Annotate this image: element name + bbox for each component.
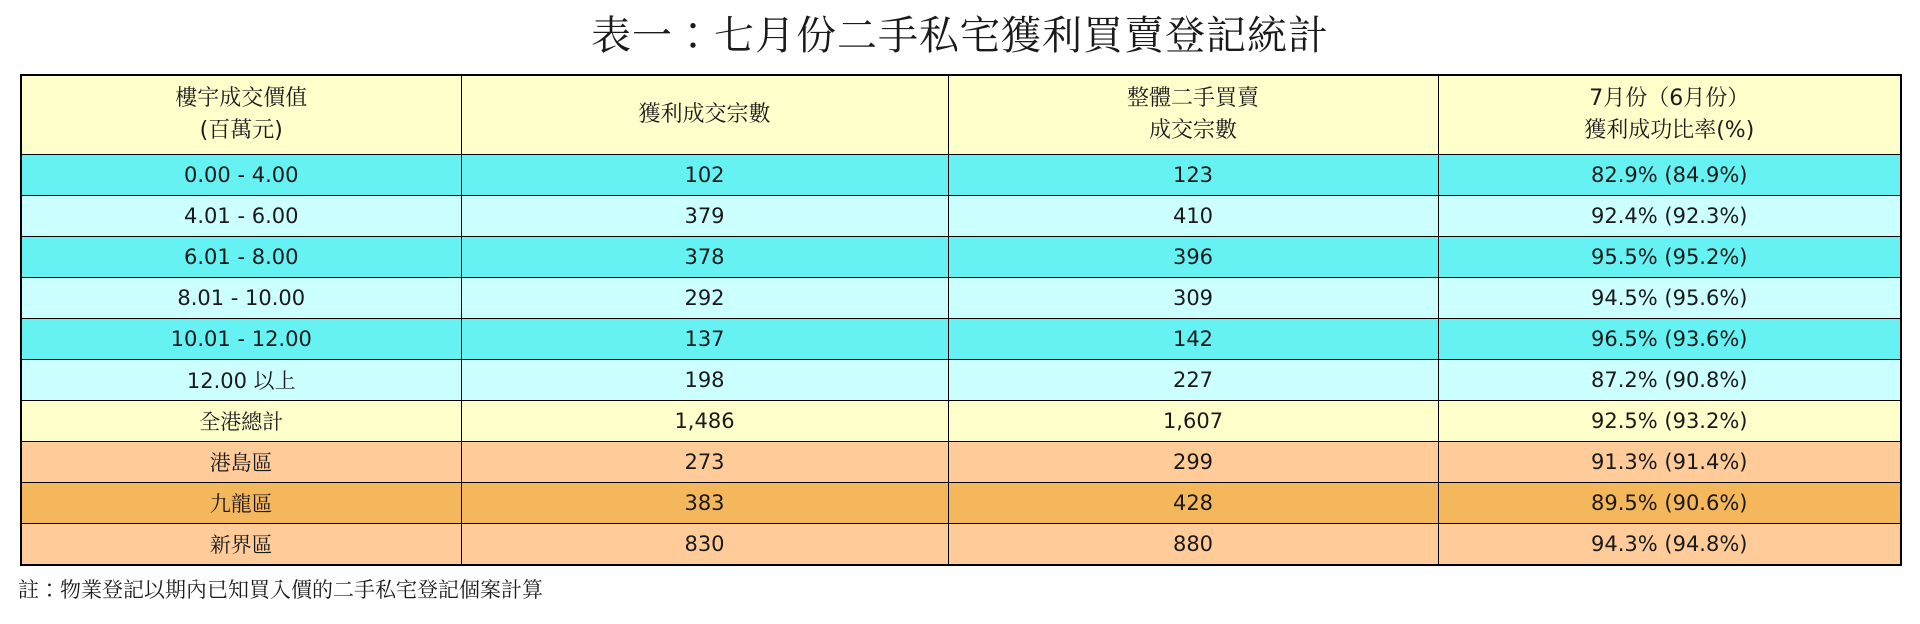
table-row [21, 196, 1901, 237]
table-cell: 123 [948, 155, 1438, 196]
table-cell: 12.00 以上 [21, 360, 461, 401]
column-header-value-range [21, 75, 461, 155]
table-row [21, 155, 1901, 196]
table-cell: 142 [948, 319, 1438, 360]
table-cell: 91.3% (91.4%) [1438, 442, 1901, 483]
table-cell: 8.01 - 10.00 [21, 278, 461, 319]
table-cell: 378 [461, 237, 948, 278]
table-row [21, 524, 1901, 566]
table-cell: 292 [461, 278, 948, 319]
table-cell: 1,607 [948, 401, 1438, 442]
table-row [21, 319, 1901, 360]
table-cell: 198 [461, 360, 948, 401]
table-cell: 94.3% (94.8%) [1438, 524, 1901, 566]
table-cell: 96.5% (93.6%) [1438, 319, 1901, 360]
table-cell: 379 [461, 196, 948, 237]
table-header-row [21, 75, 1901, 155]
table-cell: 10.01 - 12.00 [21, 319, 461, 360]
table-row [21, 401, 1901, 442]
table-row [21, 278, 1901, 319]
table-body [21, 155, 1901, 566]
table-cell: 880 [948, 524, 1438, 566]
table-row [21, 483, 1901, 524]
table-cell: 273 [461, 442, 948, 483]
column-header-profitable-count-line1: 獲利成交宗數 [638, 102, 771, 128]
column-header-value-range-line2: (百萬元) [199, 118, 283, 143]
table-cell: 82.9% (84.9%) [1438, 155, 1901, 196]
table-cell: 6.01 - 8.00 [21, 237, 461, 278]
table-cell: 137 [461, 319, 948, 360]
table-cell: 全港總計 [21, 401, 461, 442]
page-title: 表一：七月份二手私宅獲利買賣登記統計 [591, 13, 1329, 59]
column-header-success-rate-line1: 7月份（6月份） [1589, 86, 1750, 112]
table-cell: 94.5% (95.6%) [1438, 278, 1901, 319]
table-cell: 95.5% (95.2%) [1438, 237, 1901, 278]
table-cell: 830 [461, 524, 948, 566]
column-header-total-count-line2: 成交宗數 [1148, 118, 1237, 143]
column-header-success-rate-line2: 獲利成功比率(%) [1584, 118, 1755, 143]
column-header-value-range-line1: 樓宇成交價值 [175, 86, 308, 112]
table-row [21, 360, 1901, 401]
table-cell: 309 [948, 278, 1438, 319]
table-cell: 0.00 - 4.00 [21, 155, 461, 196]
table-row [21, 442, 1901, 483]
statistics-table [20, 74, 1902, 566]
table-cell: 4.01 - 6.00 [21, 196, 461, 237]
table-cell: 92.5% (93.2%) [1438, 401, 1901, 442]
table-cell: 299 [948, 442, 1438, 483]
table-cell: 1,486 [461, 401, 948, 442]
table-cell: 383 [461, 483, 948, 524]
table-cell: 396 [948, 237, 1438, 278]
column-header-profitable-count [461, 75, 948, 155]
table-cell: 新界區 [21, 524, 461, 566]
table-cell: 410 [948, 196, 1438, 237]
table-cell: 102 [461, 155, 948, 196]
table-cell: 九龍區 [21, 483, 461, 524]
table-cell: 89.5% (90.6%) [1438, 483, 1901, 524]
column-header-total-count-line1: 整體二手買賣 [1126, 86, 1259, 112]
table-header [21, 75, 1901, 155]
table-cell: 428 [948, 483, 1438, 524]
table-cell: 227 [948, 360, 1438, 401]
column-header-success-rate [1438, 75, 1901, 155]
table-row [21, 237, 1901, 278]
table-cell: 92.4% (92.3%) [1438, 196, 1901, 237]
table-cell: 港島區 [21, 442, 461, 483]
column-header-total-count [948, 75, 1438, 155]
table-footnote: 註：物業登記以期內已知買入價的二手私宅登記個案計算 [18, 578, 543, 602]
table-container [20, 74, 1900, 566]
table-cell: 87.2% (90.8%) [1438, 360, 1901, 401]
